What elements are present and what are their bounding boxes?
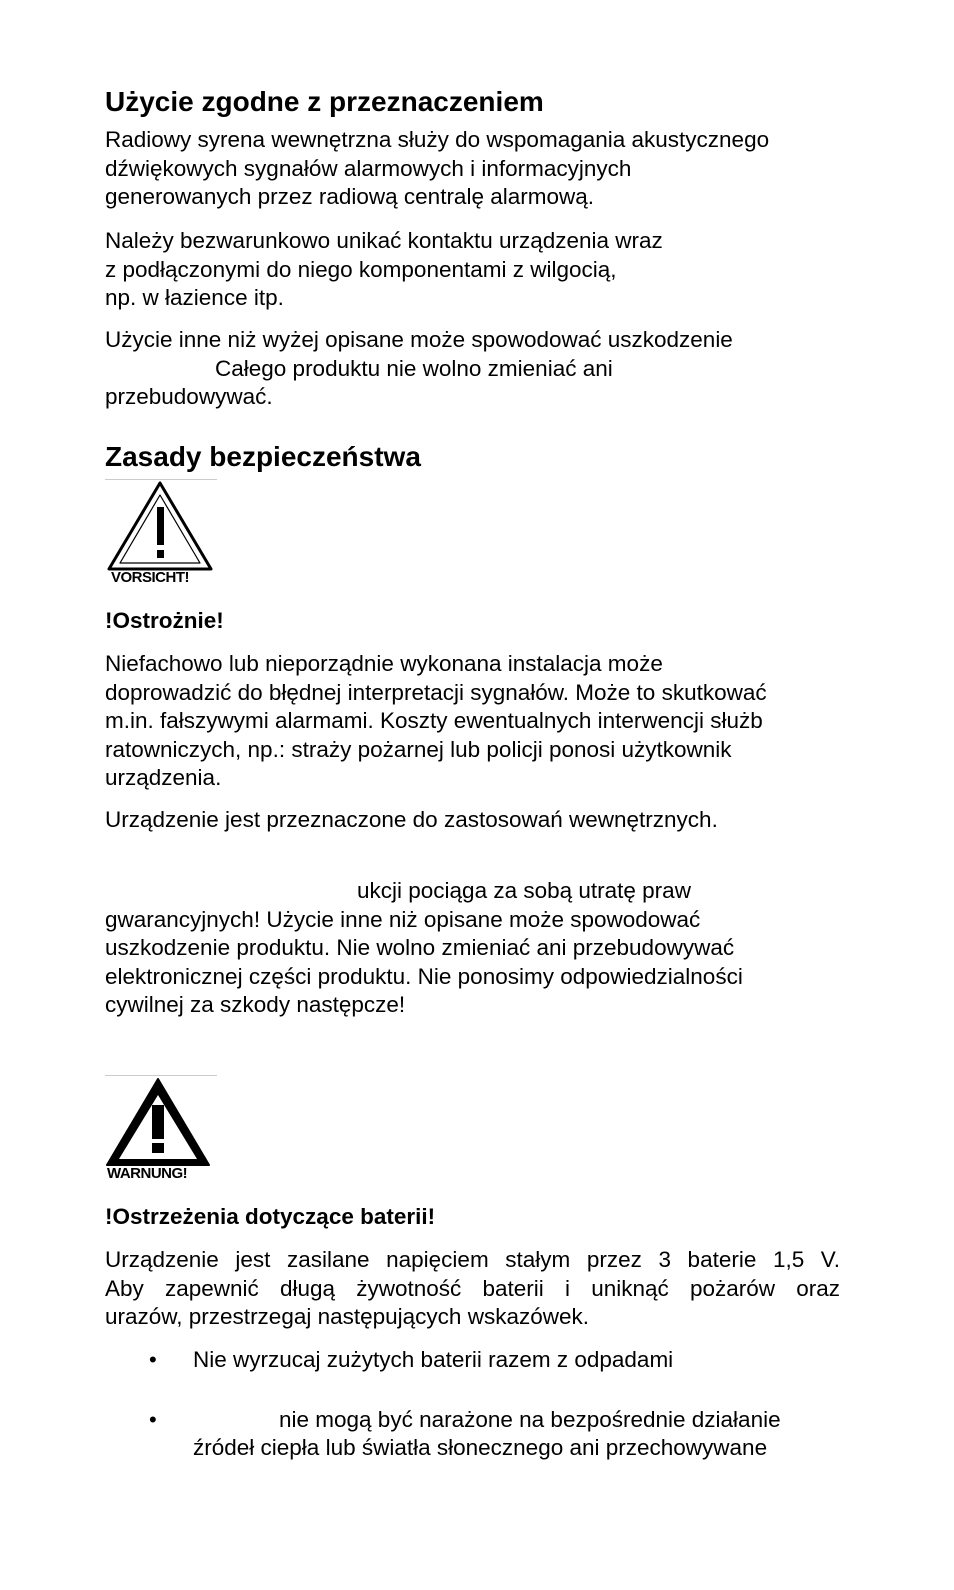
text-line: przebudowywać. [105, 384, 273, 409]
caution-triangle-icon [105, 479, 217, 589]
text-line: Aby zapewnić długą żywotność baterii i uniknąć pożarów oraz [105, 1275, 840, 1301]
section-heading-intended-use: Użycie zgodne z przeznaczeniem [105, 86, 544, 117]
text-line: Niefachowo lub nieporządnie wykonana instalacja może [105, 651, 663, 676]
warning-icon-label: WARNUNG! [107, 1165, 188, 1182]
text-line: np. w łazience itp. [105, 285, 284, 310]
caution-icon-label: VORSICHT! [111, 569, 189, 586]
text-line: ratowniczych, np.: straży pożarnej lub policji ponosi użytkownik [105, 736, 732, 762]
warranty-paragraph [105, 877, 840, 1020]
text-line: Użycie inne niż wyżej opisane może spowodować uszkodzenie [105, 327, 733, 352]
battery-paragraph [105, 1246, 840, 1332]
text-line: z podłączonymi do niego komponentami z wilgocią, [105, 256, 617, 282]
bullet-icon: • [149, 1406, 157, 1432]
list-item [105, 1346, 840, 1375]
warning-triangle-icon [105, 1075, 217, 1185]
text-line: urządzenia. [105, 765, 222, 790]
text-line: cywilnej za szkody następcze! [105, 992, 406, 1017]
text-line: generowanych przez radiową centralę alarmową. [105, 184, 595, 209]
text-line: elektronicznej części produktu. Nie ponosimy odpowiedzialności [105, 963, 743, 989]
text-line: urazów, przestrzegaj następujących wskazówek. [105, 1304, 589, 1329]
text-line: dźwiękowych sygnałów alarmowych i informacyjnych [105, 155, 632, 181]
text-line: Urządzenie jest zasilane napięciem stałym przez 3 baterie 1,5 V. [105, 1247, 840, 1272]
text-line: ukcji pociąga za sobą utratę praw [357, 878, 691, 903]
battery-warning-title: !Ostrzeżenia dotyczące baterii! [105, 1204, 436, 1229]
text-line: doprowadzić do błędnej interpretacji sygnałów. Może to skutkować [105, 679, 767, 705]
text-line: gwarancyjnych! Użycie inne niż opisane może spowodować [105, 906, 701, 932]
text-line: Całego produktu nie wolno zmieniać ani [215, 355, 613, 381]
text-line: uszkodzenie produktu. Nie wolno zmieniać ani przebudowywać [105, 935, 735, 960]
caution-title: !Ostrożnie! [105, 608, 224, 633]
section-heading-safety: Zasady bezpieczeństwa [105, 441, 421, 472]
text-line: m.in. fałszywymi alarmami. Koszty ewentualnych interwencji służb [105, 708, 763, 733]
intended-use-paragraph-1 [105, 126, 840, 212]
text-line: nie mogą być narażone na bezpośrednie działanie [279, 1406, 781, 1432]
indoor-use-paragraph: Urządzenie jest przeznaczone do zastosowań wewnętrznych. [105, 807, 718, 832]
intended-use-paragraph-2 [105, 227, 840, 313]
text-line: Radiowy syrena wewnętrzna służy do wspomagania akustycznego [105, 127, 770, 152]
text-line: źródeł ciepła lub światła słonecznego ani przechowywane [193, 1435, 768, 1460]
battery-bullet-list [105, 1346, 840, 1463]
bullet-icon: • [149, 1347, 157, 1372]
list-item [105, 1406, 840, 1463]
intended-use-paragraph-3 [105, 326, 840, 412]
caution-paragraph [105, 650, 840, 793]
text-line: Nie wyrzucaj zużytych baterii razem z odpadami [193, 1347, 674, 1372]
text-line: Należy bezwarunkowo unikać kontaktu urządzenia wraz [105, 228, 663, 253]
